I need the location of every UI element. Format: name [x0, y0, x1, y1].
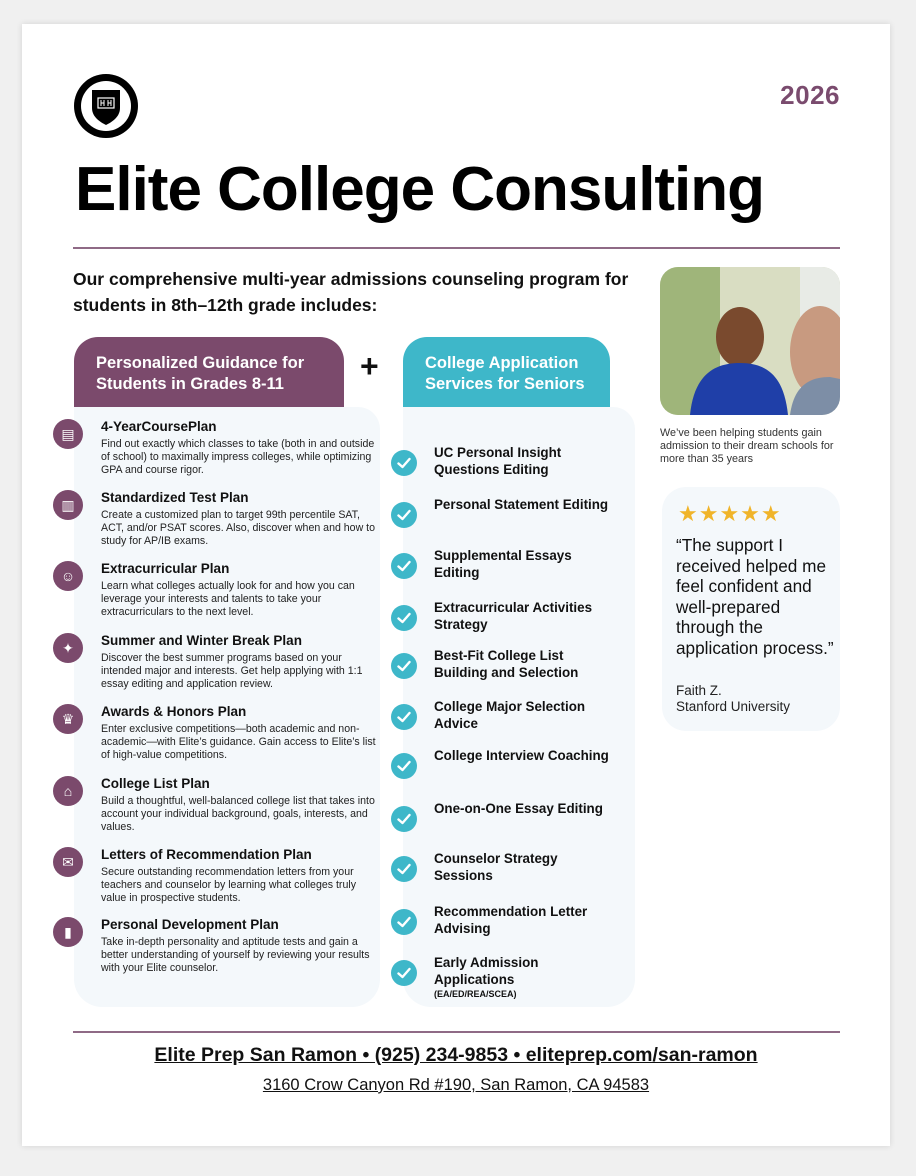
student-photo [660, 267, 840, 415]
service-item-label: Recommendation Letter Advising [434, 904, 588, 936]
service-item-title [434, 547, 614, 581]
testimonial-name: Faith Z. [676, 683, 722, 698]
top-divider [73, 247, 840, 249]
testimonial-author [676, 683, 790, 715]
testimonial-card [662, 487, 840, 731]
checkmark-icon [391, 502, 417, 528]
checkmark-icon [391, 605, 417, 631]
guidance-item-title: College List Plan [101, 776, 210, 791]
testimonial-quote: “The support I received helped me feel confident and well-prepared through the application process.” [676, 535, 834, 658]
guidance-item-text: Find out exactly which classes to take (both in and outside of school) to maximally impress colleges, while optimizing GPA and course rigor. [101, 438, 375, 476]
service-item-title [434, 954, 614, 1001]
service-item-title [434, 903, 614, 937]
page-title: Elite College Consulting [75, 155, 765, 224]
service-item-label: College Interview Coaching [434, 748, 609, 763]
service-item-title [434, 496, 614, 513]
intro-text: Our comprehensive multi-year admissions counseling program for students in 8th–12th grade includes: [73, 269, 629, 315]
institution-icon: ⌂ [53, 776, 83, 806]
guidance-item-text: Take in-depth personality and aptitude tests and gain a better understanding of yourself by reviewing your results with your Elite counselor. [101, 936, 370, 974]
service-item-title [434, 850, 614, 884]
service-item-title [434, 800, 614, 817]
service-item-label: One-on-One Essay Editing [434, 801, 603, 816]
checkmark-icon [391, 704, 417, 730]
bar-chart-icon: ▥ [53, 490, 83, 520]
services-heading: College Application Services for Seniors [403, 337, 610, 407]
flyer-page [22, 24, 890, 1146]
robot-icon: ☺ [53, 561, 83, 591]
notebook-icon: ▮ [53, 917, 83, 947]
checkmark-icon [391, 753, 417, 779]
guidance-item-text: Learn what colleges actually look for and how you can leverage your interests and talents to take your extracurriculars to the next level. [101, 580, 355, 618]
checkmark-icon [391, 450, 417, 476]
star-rating-icon: ★★★★★ [678, 501, 782, 526]
guidance-item-text: Discover the best summer programs based on your intended major and interests. Get help applying with 1:1 essay editing and application review. [101, 652, 363, 690]
service-item-label: Extracurricular Activities Strategy [434, 600, 593, 632]
guidance-item-text: Enter exclusive competitions—both academic and non-academic—with Elite’s guidance. Gain access to Elite’s list of high-value competitions. [101, 723, 376, 761]
checkmark-icon [391, 909, 417, 935]
checkmark-icon [391, 553, 417, 579]
contact-link[interactable]: Elite Prep San Ramon • (925) 234-9853 • eliteprep.com/san-ramon [154, 1044, 758, 1066]
checkmark-icon [391, 653, 417, 679]
checkmark-icon [391, 856, 417, 882]
service-item-label: Counselor Strategy Sessions [434, 851, 558, 883]
service-item-title [434, 444, 614, 478]
lightbulb-icon: ✦ [53, 633, 83, 663]
service-item-title [434, 698, 614, 732]
testimonial-school: Stanford University [676, 699, 791, 714]
service-item-title [434, 647, 614, 681]
service-item-label: Supplemental Essays Editing [434, 548, 572, 580]
bottom-divider [73, 1031, 840, 1033]
guidance-item-title: Personal Development Plan [101, 917, 279, 932]
photo-caption: We’ve been helping students gain admission to their dream schools for more than 35 years [660, 427, 834, 465]
service-item-label: Early Admission Applications [434, 955, 539, 987]
address-link[interactable]: 3160 Crow Canyon Rd #190, San Ramon, CA 94583 [262, 1076, 650, 1094]
guidance-item-text: Secure outstanding recommendation letters from your teachers and counselor by learning what colleges truly value in prospective students. [101, 866, 356, 904]
guidance-heading: Personalized Guidance for Students in Grades 8-11 [74, 337, 344, 407]
checkmark-icon [391, 960, 417, 986]
trophy-icon: ♛ [53, 704, 83, 734]
envelope-icon: ✉ [53, 847, 83, 877]
guidance-item-title: Standardized Test Plan [101, 490, 249, 505]
guidance-item-title: Extracurricular Plan [101, 561, 230, 576]
guidance-item-text: Build a thoughtful, well-balanced college list that takes into account your individual background, goals, interests, and values. [101, 795, 375, 833]
service-item-label: College Major Selection Advice [434, 699, 586, 731]
checkmark-icon [391, 806, 417, 832]
service-item-title [434, 747, 614, 764]
guidance-item-title: Awards & Honors Plan [101, 704, 247, 719]
service-item-label: Best-Fit College List Building and Selection [434, 648, 579, 680]
shield-logo-icon [74, 74, 138, 138]
year-label: 2026 [780, 80, 840, 110]
guidance-item-title: Summer and Winter Break Plan [101, 633, 302, 648]
guidance-item-text: Create a customized plan to target 99th percentile SAT, ACT, and/or PSAT scores. Also, discover when and how to study for AP/IB exams. [101, 509, 376, 547]
service-item-title [434, 599, 614, 633]
service-item-subtitle: (EA/ED/REA/SCEA) [434, 989, 517, 999]
service-item-label: UC Personal Insight Questions Editing [434, 445, 562, 477]
guidance-item-title: Letters of Recommendation Plan [101, 847, 312, 862]
document-icon: ▤ [53, 419, 83, 449]
guidance-item-title: 4-YearCoursePlan [101, 419, 217, 434]
plus-sign: + [360, 348, 379, 384]
service-item-label: Personal Statement Editing [434, 497, 609, 512]
